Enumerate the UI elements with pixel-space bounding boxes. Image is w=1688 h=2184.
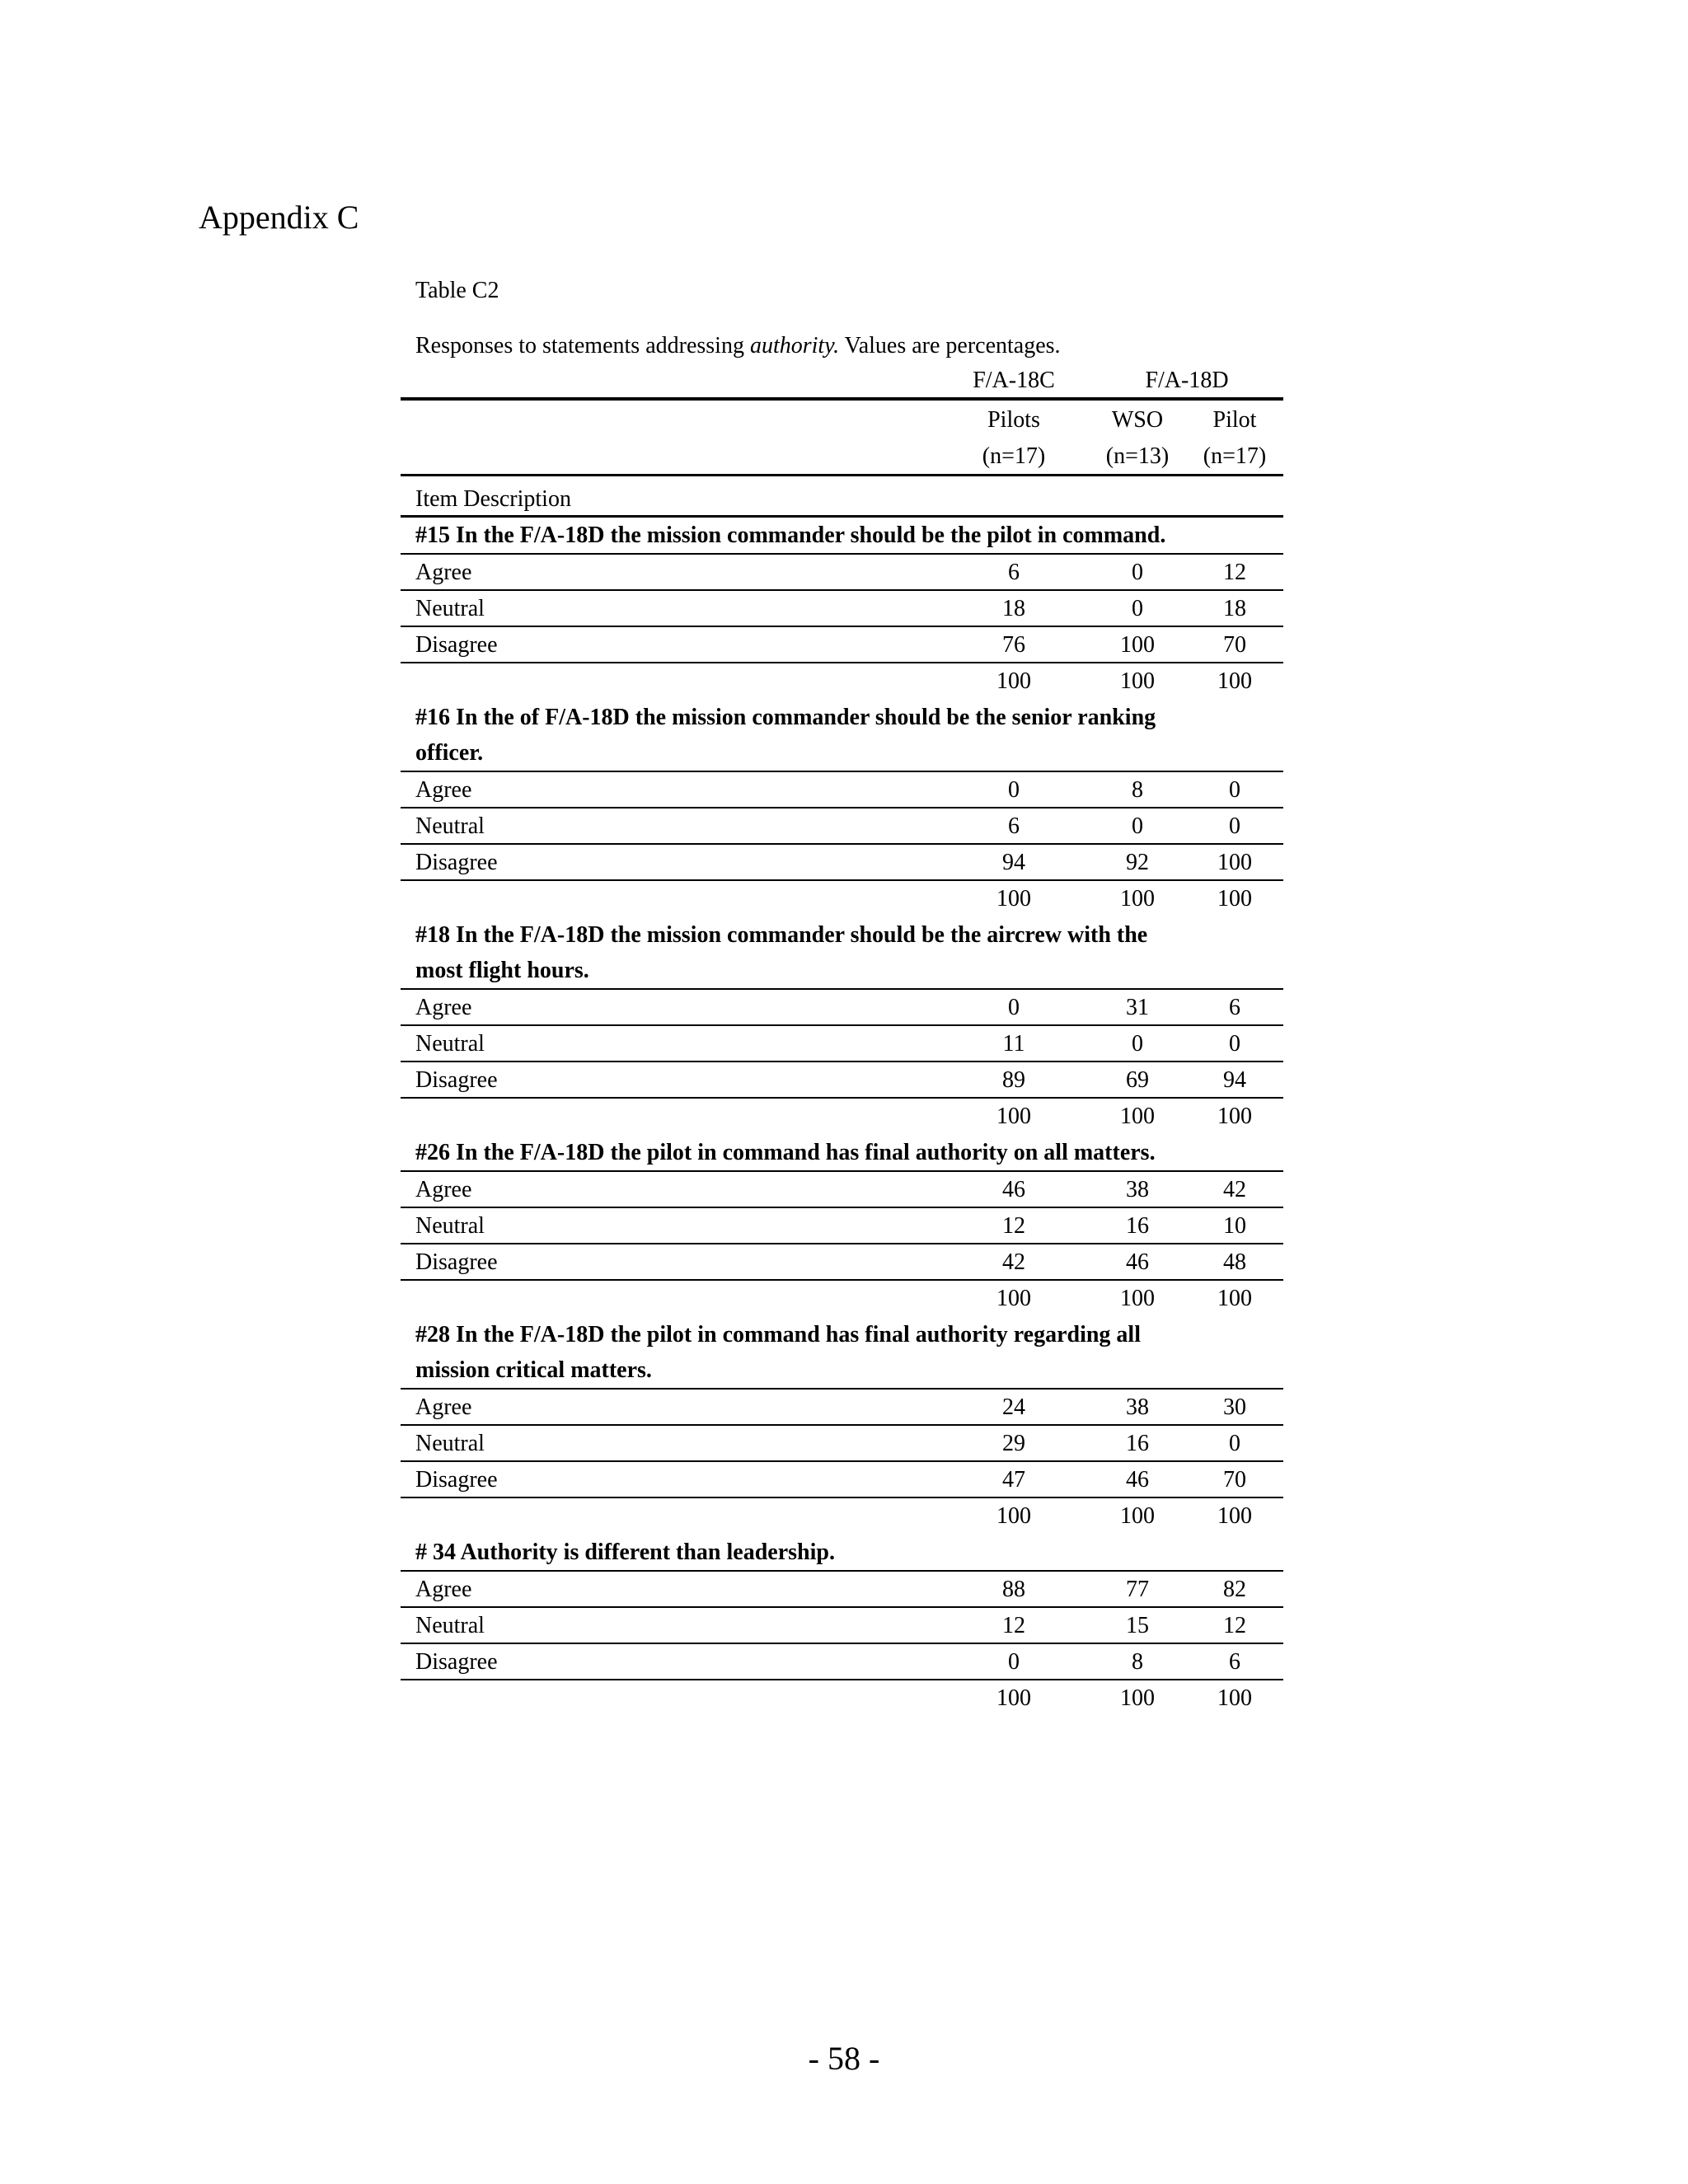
response-value: 0 <box>1008 995 1020 1020</box>
response-value: 70 <box>1223 1467 1246 1493</box>
page-number: - 58 - <box>808 2040 880 2077</box>
response-row <box>401 1426 1283 1462</box>
response-value: 47 <box>1002 1467 1025 1493</box>
response-value: 46 <box>1126 1467 1149 1493</box>
response-label: Neutral <box>415 1031 485 1057</box>
caption-text-end: Values are percentages. <box>839 333 1061 359</box>
response-value: 92 <box>1126 850 1149 875</box>
response-value: 69 <box>1126 1067 1149 1093</box>
response-value: 18 <box>1223 596 1246 621</box>
question-text-line: #16 In the of F/A-18D the mission commander should be the senior ranking <box>415 705 1156 730</box>
response-row <box>401 1244 1283 1281</box>
total-value: 100 <box>996 1685 1031 1711</box>
caption-text: Responses to statements addressing <box>415 333 750 359</box>
table-top-rule <box>401 397 1283 401</box>
response-value: 0 <box>1229 1431 1240 1456</box>
table-caption <box>415 330 1061 363</box>
response-value: 12 <box>1223 560 1246 585</box>
response-row <box>401 1608 1283 1644</box>
total-value: 100 <box>996 1104 1031 1129</box>
total-value: 100 <box>1217 1286 1252 1311</box>
response-value: 18 <box>1002 596 1025 621</box>
response-row <box>401 808 1283 845</box>
response-row <box>401 990 1283 1026</box>
caption-emphasis: authority. <box>749 333 840 359</box>
total-value: 100 <box>1217 1503 1252 1529</box>
response-label: Agree <box>415 1577 472 1602</box>
response-value: 38 <box>1126 1177 1149 1202</box>
response-value: 6 <box>1229 1649 1240 1675</box>
response-value: 6 <box>1229 995 1240 1020</box>
response-label: Disagree <box>415 850 498 875</box>
response-value: 24 <box>1002 1394 1025 1420</box>
response-label: Agree <box>415 1394 472 1420</box>
response-row <box>401 1062 1283 1099</box>
response-label: Disagree <box>415 1649 498 1675</box>
total-value: 100 <box>1120 1503 1155 1529</box>
response-row <box>401 1390 1283 1426</box>
question-text-line: #28 In the F/A-18D the pilot in command has final authority regarding all <box>415 1322 1141 1347</box>
question-text-line: #26 In the F/A-18D the pilot in command has final authority on all matters. <box>415 1140 1156 1165</box>
response-value: 0 <box>1008 777 1020 803</box>
total-row <box>401 663 1283 700</box>
response-value: 16 <box>1126 1213 1149 1239</box>
total-row <box>401 1099 1283 1135</box>
total-value: 100 <box>1217 1104 1252 1129</box>
response-label: Neutral <box>415 1613 485 1638</box>
response-label: Agree <box>415 995 472 1020</box>
response-label: Neutral <box>415 813 485 839</box>
total-value: 100 <box>1217 1685 1252 1711</box>
response-value: 11 <box>1002 1031 1025 1057</box>
response-value: 0 <box>1229 777 1240 803</box>
column-header-pilot: Pilot <box>1212 407 1257 433</box>
total-value: 100 <box>1120 886 1155 912</box>
response-value: 42 <box>1002 1249 1025 1275</box>
item-description-header: Item Description <box>401 481 1283 518</box>
response-row <box>401 1462 1283 1498</box>
total-value: 100 <box>1120 1286 1155 1311</box>
group-header-fa18d: F/A-18D <box>1145 368 1229 393</box>
response-value: 6 <box>1008 813 1020 839</box>
response-value: 94 <box>1002 850 1025 875</box>
question-text-line: #18 In the F/A-18D the mission commander should be the aircrew with the <box>415 922 1148 948</box>
response-label: Agree <box>415 1177 472 1202</box>
question-heading <box>401 518 1283 555</box>
total-row <box>401 1498 1283 1535</box>
column-n-pilot: (n=17) <box>1203 443 1267 469</box>
question-heading <box>401 917 1283 990</box>
response-value: 12 <box>1002 1213 1025 1239</box>
response-label: Disagree <box>415 1467 498 1493</box>
response-row <box>401 1572 1283 1608</box>
response-value: 100 <box>1120 632 1155 658</box>
total-value: 100 <box>996 1503 1031 1529</box>
question-text-line: mission critical matters. <box>415 1357 652 1383</box>
response-label: Disagree <box>415 1249 498 1275</box>
question-heading <box>401 1317 1283 1390</box>
response-label: Neutral <box>415 1431 485 1456</box>
response-label: Disagree <box>415 1067 498 1093</box>
response-value: 76 <box>1002 632 1025 658</box>
response-value: 48 <box>1223 1249 1246 1275</box>
total-value: 100 <box>1120 1685 1155 1711</box>
total-row <box>401 881 1283 917</box>
response-label: Neutral <box>415 596 485 621</box>
response-value: 77 <box>1126 1577 1149 1602</box>
response-value: 30 <box>1223 1394 1246 1420</box>
response-value: 12 <box>1223 1613 1246 1638</box>
total-value: 100 <box>1217 886 1252 912</box>
total-value: 100 <box>996 886 1031 912</box>
group-header-fa18c: F/A-18C <box>973 368 1055 393</box>
question-heading <box>401 1535 1283 1572</box>
response-row <box>401 1172 1283 1208</box>
response-value: 0 <box>1132 560 1143 585</box>
question-heading <box>401 1135 1283 1172</box>
total-row <box>401 1281 1283 1317</box>
response-value: 0 <box>1132 596 1143 621</box>
header-rule <box>401 474 1283 476</box>
question-text-line: #15 In the F/A-18D the mission commander should be the pilot in command. <box>415 523 1166 548</box>
response-label: Agree <box>415 560 472 585</box>
question-text-line: officer. <box>415 740 484 766</box>
response-row <box>401 591 1283 627</box>
question-text-line: most flight hours. <box>415 958 589 983</box>
response-value: 31 <box>1126 995 1149 1020</box>
response-value: 42 <box>1223 1177 1246 1202</box>
total-value: 100 <box>1120 1104 1155 1129</box>
response-value: 8 <box>1132 1649 1143 1675</box>
response-label: Disagree <box>415 632 498 658</box>
question-text-line: # 34 Authority is different than leadership. <box>415 1540 835 1565</box>
total-value: 100 <box>996 1286 1031 1311</box>
appendix-title: Appendix C <box>199 199 359 236</box>
response-value: 10 <box>1223 1213 1246 1239</box>
response-value: 0 <box>1132 813 1143 839</box>
response-row <box>401 845 1283 881</box>
table-label: Table C2 <box>415 278 499 303</box>
column-n-pilots: (n=17) <box>982 443 1046 469</box>
response-value: 46 <box>1002 1177 1025 1202</box>
response-value: 0 <box>1132 1031 1143 1057</box>
response-value: 82 <box>1223 1577 1246 1602</box>
response-value: 8 <box>1132 777 1143 803</box>
response-value: 88 <box>1002 1577 1025 1602</box>
response-value: 70 <box>1223 632 1246 658</box>
response-value: 89 <box>1002 1067 1025 1093</box>
response-row <box>401 555 1283 591</box>
column-header-wso: WSO <box>1111 407 1164 433</box>
response-value: 15 <box>1126 1613 1149 1638</box>
response-row <box>401 1026 1283 1062</box>
response-value: 0 <box>1229 813 1240 839</box>
response-row <box>401 772 1283 808</box>
response-value: 94 <box>1223 1067 1246 1093</box>
total-value: 100 <box>1120 668 1155 694</box>
response-value: 0 <box>1008 1649 1020 1675</box>
response-value: 16 <box>1126 1431 1149 1456</box>
total-value: 100 <box>1217 668 1252 694</box>
response-value: 100 <box>1217 850 1252 875</box>
column-header-pilots: Pilots <box>987 407 1040 433</box>
response-row <box>401 1208 1283 1244</box>
total-row <box>401 1680 1283 1717</box>
response-value: 12 <box>1002 1613 1025 1638</box>
column-n-wso: (n=13) <box>1105 443 1170 469</box>
response-value: 29 <box>1002 1431 1025 1456</box>
question-heading <box>401 700 1283 772</box>
response-value: 46 <box>1126 1249 1149 1275</box>
response-label: Neutral <box>415 1213 485 1239</box>
response-row <box>401 1644 1283 1680</box>
response-value: 38 <box>1126 1394 1149 1420</box>
response-value: 0 <box>1229 1031 1240 1057</box>
response-label: Agree <box>415 777 472 803</box>
response-value: 6 <box>1008 560 1020 585</box>
response-row <box>401 627 1283 663</box>
total-value: 100 <box>996 668 1031 694</box>
